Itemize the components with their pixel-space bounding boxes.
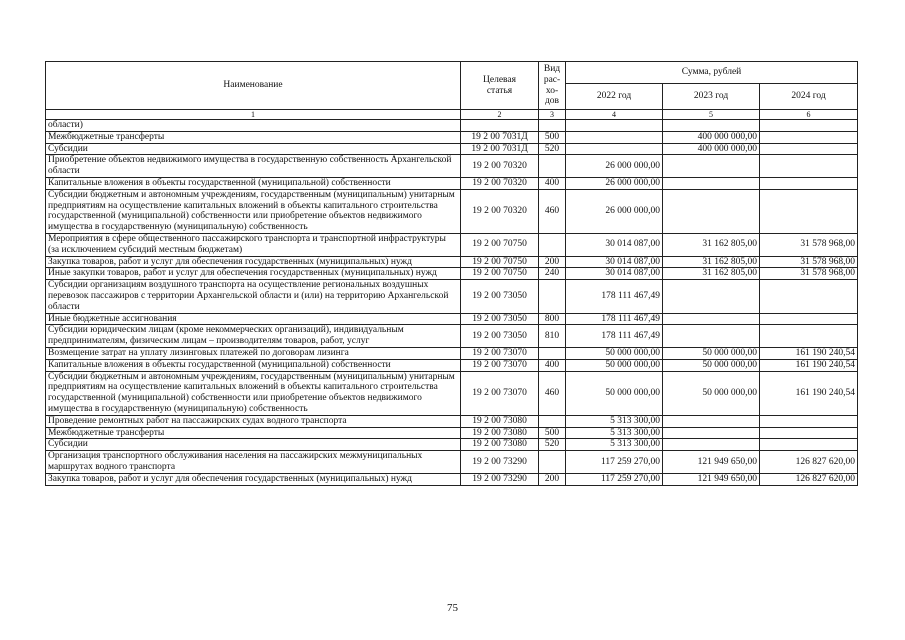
row-name: Иные закупки товаров, работ и услуг для обеспечения государственных (муниципальных) нужд <box>46 268 461 280</box>
row-name: Иные бюджетные ассигнования <box>46 313 461 325</box>
row-target-code: 19 2 00 73290 <box>461 473 539 485</box>
row-amount-2024 <box>760 131 858 143</box>
row-amount-2024 <box>760 189 858 233</box>
row-target-code: 19 2 00 73080 <box>461 439 539 451</box>
row-amount-2024: 126 827 620,00 <box>760 473 858 485</box>
row-amount-2022: 26 000 000,00 <box>566 189 663 233</box>
row-amount-2022: 30 014 087,00 <box>566 268 663 280</box>
row-amount-2022: 117 259 270,00 <box>566 451 663 474</box>
row-amount-2023 <box>663 415 760 427</box>
row-target-code: 19 2 00 70750 <box>461 256 539 268</box>
table-row <box>46 427 858 439</box>
column-number: 4 <box>566 110 663 120</box>
row-expense-kind: 240 <box>539 268 566 280</box>
row-expense-kind: 460 <box>539 189 566 233</box>
row-name: Субсидии юридическим лицам (кроме некоммерческих организаций), индивидуальным предпринимателям, физическим лицам – производителям товаров, работ, услуг <box>46 325 461 348</box>
row-amount-2024 <box>760 415 858 427</box>
row-amount-2023: 121 949 650,00 <box>663 451 760 474</box>
header-kind-text: Вид рас-хо-дов <box>543 63 561 107</box>
row-amount-2024: 31 578 968,00 <box>760 233 858 256</box>
row-target-code: 19 2 00 70320 <box>461 189 539 233</box>
table-row <box>46 233 858 256</box>
row-expense-kind: 520 <box>539 143 566 155</box>
table-header <box>46 62 858 120</box>
row-name: Межбюджетные трансферты <box>46 427 461 439</box>
row-amount-2024: 31 578 968,00 <box>760 256 858 268</box>
row-name: Закупка товаров, работ и услуг для обеспечения государственных (муниципальных) нужд <box>46 256 461 268</box>
header-2022: 2022 год <box>566 84 663 110</box>
row-amount-2024 <box>760 143 858 155</box>
row-expense-kind: 460 <box>539 371 566 415</box>
row-amount-2024: 161 190 240,54 <box>760 347 858 359</box>
row-expense-kind: 800 <box>539 313 566 325</box>
table-row <box>46 371 858 415</box>
row-amount-2022 <box>566 120 663 132</box>
row-amount-2024: 31 578 968,00 <box>760 268 858 280</box>
header-target-text: Целевая статья <box>483 74 516 96</box>
row-expense-kind <box>539 347 566 359</box>
row-amount-2022: 50 000 000,00 <box>566 371 663 415</box>
row-amount-2023: 50 000 000,00 <box>663 347 760 359</box>
row-name: Капитальные вложения в объекты государственной (муниципальной) собственности <box>46 359 461 371</box>
row-expense-kind <box>539 280 566 313</box>
row-target-code: 19 2 00 70750 <box>461 233 539 256</box>
row-amount-2024 <box>760 155 858 178</box>
row-amount-2022: 178 111 467,49 <box>566 325 663 348</box>
row-amount-2023: 50 000 000,00 <box>663 371 760 415</box>
table-row <box>46 439 858 451</box>
row-expense-kind: 400 <box>539 177 566 189</box>
row-name: Проведение ремонтных работ на пассажирских судах водного транспорта <box>46 415 461 427</box>
row-amount-2024 <box>760 427 858 439</box>
row-target-code: 19 2 00 73290 <box>461 451 539 474</box>
row-expense-kind: 500 <box>539 427 566 439</box>
table-row <box>46 256 858 268</box>
header-target <box>461 62 539 110</box>
page-number: 75 <box>447 602 458 614</box>
row-expense-kind <box>539 233 566 256</box>
table-row <box>46 359 858 371</box>
table-row <box>46 143 858 155</box>
table-row <box>46 473 858 485</box>
row-amount-2024: 126 827 620,00 <box>760 451 858 474</box>
row-amount-2022: 26 000 000,00 <box>566 177 663 189</box>
column-number: 2 <box>461 110 539 120</box>
row-expense-kind: 810 <box>539 325 566 348</box>
row-amount-2022: 5 313 300,00 <box>566 427 663 439</box>
row-name: Субсидии <box>46 439 461 451</box>
row-amount-2023 <box>663 120 760 132</box>
row-expense-kind: 200 <box>539 473 566 485</box>
row-amount-2024 <box>760 280 858 313</box>
row-amount-2023 <box>663 155 760 178</box>
row-target-code: 19 2 00 73070 <box>461 347 539 359</box>
row-amount-2023: 31 162 805,00 <box>663 233 760 256</box>
row-amount-2024 <box>760 177 858 189</box>
row-amount-2023: 50 000 000,00 <box>663 359 760 371</box>
row-target-code: 19 2 00 73070 <box>461 371 539 415</box>
row-target-code: 19 2 00 73050 <box>461 280 539 313</box>
table-row <box>46 451 858 474</box>
row-amount-2022 <box>566 143 663 155</box>
row-amount-2024 <box>760 120 858 132</box>
row-name: Субсидии <box>46 143 461 155</box>
row-amount-2023 <box>663 189 760 233</box>
header-2023: 2023 год <box>663 84 760 110</box>
table-row <box>46 120 858 132</box>
row-expense-kind: 520 <box>539 439 566 451</box>
table-row <box>46 131 858 143</box>
column-number-row <box>46 110 858 120</box>
row-target-code: 19 2 00 73080 <box>461 427 539 439</box>
row-amount-2023 <box>663 280 760 313</box>
header-kind <box>539 62 566 110</box>
row-amount-2023 <box>663 439 760 451</box>
row-name: области) <box>46 120 461 132</box>
row-amount-2023: 400 000 000,00 <box>663 143 760 155</box>
row-expense-kind <box>539 120 566 132</box>
row-amount-2022: 5 313 300,00 <box>566 439 663 451</box>
row-amount-2022: 5 313 300,00 <box>566 415 663 427</box>
row-amount-2024: 161 190 240,54 <box>760 371 858 415</box>
row-target-code: 19 2 00 7031Д <box>461 143 539 155</box>
row-amount-2023 <box>663 325 760 348</box>
row-amount-2023: 31 162 805,00 <box>663 268 760 280</box>
row-amount-2022: 50 000 000,00 <box>566 359 663 371</box>
row-amount-2022: 178 111 467,49 <box>566 313 663 325</box>
row-amount-2022: 50 000 000,00 <box>566 347 663 359</box>
row-target-code: 19 2 00 73050 <box>461 313 539 325</box>
row-amount-2022: 26 000 000,00 <box>566 155 663 178</box>
row-expense-kind <box>539 155 566 178</box>
header-sum: Сумма, рублей <box>566 62 858 84</box>
row-target-code <box>461 120 539 132</box>
table-row <box>46 268 858 280</box>
row-name: Субсидии бюджетным и автономным учреждениям, государственным (муниципальным) унитарным предприятиям на осуществление капитальных вложений в объекты капитального строительства государственной (муниципальной) собственности или приобретение объектов недвижимого имущества в государственную (муниципальную) собственность <box>46 371 461 415</box>
row-amount-2023: 400 000 000,00 <box>663 131 760 143</box>
row-amount-2023: 121 949 650,00 <box>663 473 760 485</box>
budget-table <box>45 61 858 486</box>
row-amount-2022: 178 111 467,49 <box>566 280 663 313</box>
row-amount-2024 <box>760 313 858 325</box>
row-amount-2022 <box>566 131 663 143</box>
row-name: Субсидии организациям воздушного транспорта на осуществление региональных воздушных перевозок пассажиров с территории Архангельской области и (или) на территорию Архангельской области <box>46 280 461 313</box>
table-row <box>46 280 858 313</box>
row-amount-2023: 31 162 805,00 <box>663 256 760 268</box>
row-expense-kind: 500 <box>539 131 566 143</box>
row-name: Возмещение затрат на уплату лизинговых платежей по договорам лизинга <box>46 347 461 359</box>
row-amount-2024: 161 190 240,54 <box>760 359 858 371</box>
row-amount-2022: 30 014 087,00 <box>566 256 663 268</box>
row-name: Межбюджетные трансферты <box>46 131 461 143</box>
table-body <box>46 120 858 486</box>
row-amount-2022: 30 014 087,00 <box>566 233 663 256</box>
row-target-code: 19 2 00 70750 <box>461 268 539 280</box>
row-amount-2023 <box>663 313 760 325</box>
table-row <box>46 415 858 427</box>
header-name: Наименование <box>46 62 461 110</box>
row-amount-2022: 117 259 270,00 <box>566 473 663 485</box>
column-number: 3 <box>539 110 566 120</box>
row-target-code: 19 2 00 7031Д <box>461 131 539 143</box>
row-name: Закупка товаров, работ и услуг для обеспечения государственных (муниципальных) нужд <box>46 473 461 485</box>
table-row <box>46 347 858 359</box>
header-2024: 2024 год <box>760 84 858 110</box>
row-name: Капитальные вложения в объекты государственной (муниципальной) собственности <box>46 177 461 189</box>
row-target-code: 19 2 00 73070 <box>461 359 539 371</box>
row-expense-kind <box>539 415 566 427</box>
row-name: Субсидии бюджетным и автономным учреждениям, государственным (муниципальным) унитарным предприятиям на осуществление капитальных вложений в объекты капитального строительства государственной (муниципальной) собственности или приобретение объектов недвижимого имущества в государственную (муниципальную) собственность <box>46 189 461 233</box>
row-amount-2024 <box>760 439 858 451</box>
column-number: 1 <box>46 110 461 120</box>
row-target-code: 19 2 00 73080 <box>461 415 539 427</box>
row-name: Приобретение объектов недвижимого имущества в государственную собственность Архангельской области <box>46 155 461 178</box>
table-row <box>46 189 858 233</box>
table-row <box>46 313 858 325</box>
row-amount-2024 <box>760 325 858 348</box>
row-target-code: 19 2 00 73050 <box>461 325 539 348</box>
row-target-code: 19 2 00 70320 <box>461 155 539 178</box>
column-number: 5 <box>663 110 760 120</box>
row-name: Организация транспортного обслуживания населения на пассажирских межмуниципальных маршрутах водного транспорта <box>46 451 461 474</box>
table-row <box>46 155 858 178</box>
table-row <box>46 325 858 348</box>
table-row <box>46 177 858 189</box>
row-amount-2023 <box>663 177 760 189</box>
row-name: Мероприятия в сфере общественного пассажирского транспорта и транспортной инфраструктуры (за исключением субсидий местным бюджетам) <box>46 233 461 256</box>
row-amount-2023 <box>663 427 760 439</box>
row-expense-kind: 200 <box>539 256 566 268</box>
row-expense-kind <box>539 451 566 474</box>
row-target-code: 19 2 00 70320 <box>461 177 539 189</box>
column-number: 6 <box>760 110 858 120</box>
row-expense-kind: 400 <box>539 359 566 371</box>
